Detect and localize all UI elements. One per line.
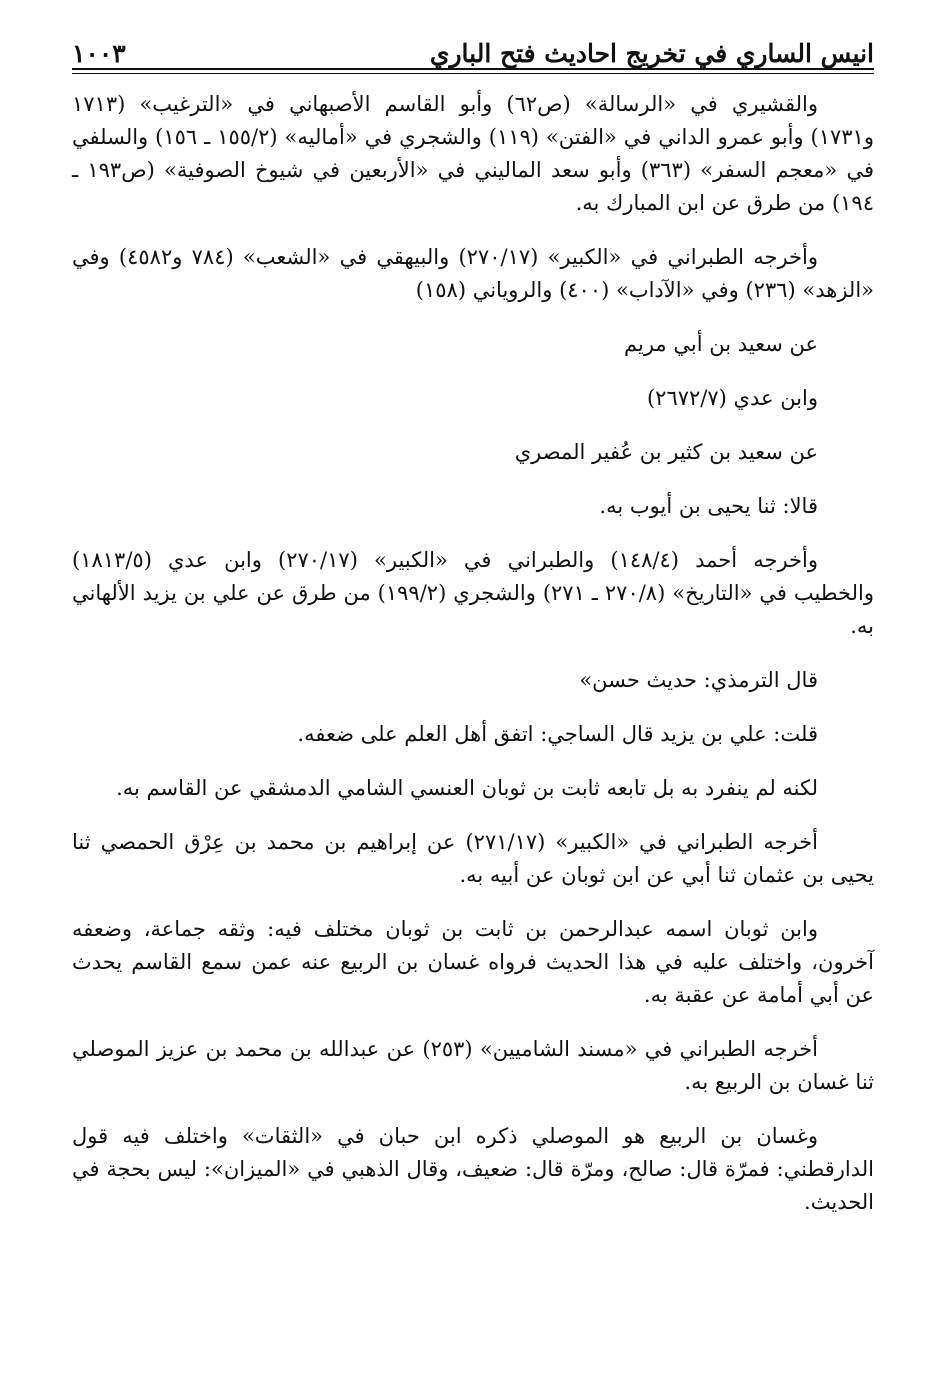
paragraph: وابن ثوبان اسمه عبدالرحمن بن ثابت بن ثوبان مختلف فيه: وثقه جماعة، وضعفه آخرون، واختلف عليه في هذا الحديث فرواه غسان بن الربيع عنه عمن سمع القاسم يحدث عن أبي أمامة عن عقبة به. <box>72 917 874 1007</box>
paragraph: أخرجه الطبراني في «الكبير» (٢٧١/١٧) عن إبراهيم بن محمد بن عِرْق الحمصي ثنا يحيى بن عثمان ثنا أبي عن ابن ثوبان عن أبيه به. <box>72 830 874 887</box>
header-rule <box>72 68 874 74</box>
book-title: انيس الساري في تخريج احاديث فتح الباري <box>429 39 874 68</box>
paragraph: وغسان بن الربيع هو الموصلي ذكره ابن حبان في «الثقات» واختلف فيه قول الدارقطني: فمرّة قال: صالح، ومرّة قال: ضعيف، وقال الذهبي في «الميزان»: ليس بحجة في الحديث. <box>72 1124 874 1214</box>
body-text <box>72 88 874 1345</box>
running-header <box>72 26 874 66</box>
paragraph: قلت: علي بن يزيد قال الساجي: اتفق أهل العلم على ضعفه. <box>297 722 818 746</box>
paragraph: أخرجه الطبراني في «مسند الشاميين» (٢٥٣) عن عبدالله بن محمد بن عزيز الموصلي ثنا غسان بن الربيع به. <box>72 1037 874 1094</box>
paragraph: والقشيري في «الرسالة» (ص٦٢) وأبو القاسم الأصبهاني في «الترغيب» (١٧١٣ و١٧٣١) وأبو عمرو الداني في «الفتن» (١١٩) والشجري في «أماليه» (١٥٥/٢ ـ ١٥٦) والسلفي في «معجم السفر» (٣٦٣) وأبو سعد الماليني في «الأربعين في شيوخ الصوفية» (ص١٩٣ ـ ١٩٤) من طرق عن ابن المبارك به. <box>72 92 875 215</box>
paragraph: وابن عدي (٢٦٧٢/٧) <box>646 386 818 410</box>
paragraph: عن سعيد بن كثير بن عُفير المصري <box>514 440 818 464</box>
paragraph: وأخرجه الطبراني في «الكبير» (٢٧٠/١٧) والبيهقي في «الشعب» (٧٨٤ و٤٥٨٢) وفي «الزهد» (٢٣٦) وفي «الآداب» (٤٠٠) والروياني (١٥٨) <box>72 245 874 302</box>
paragraph: وأخرجه أحمد (١٤٨/٤) والطبراني في «الكبير» (٢٧٠/١٧) وابن عدي (١٨١٣/٥) والخطيب في «التاريخ» (٢٧٠/٨ ـ ٢٧١) والشجري (١٩٩/٢) من طرق عن علي بن يزيد الألهاني به. <box>72 548 874 638</box>
paragraph: قال الترمذي: حديث حسن» <box>579 668 818 692</box>
page-number: ١٠٠٣ <box>72 39 126 68</box>
paragraph: لكنه لم ينفرد به بل تابعه ثابت بن ثوبان العنسي الشامي الدمشقي عن القاسم به. <box>116 776 818 800</box>
paragraph: قالا: ثنا يحيى بن أيوب به. <box>599 494 818 518</box>
paragraph: عن سعيد بن أبي مريم <box>624 332 818 356</box>
